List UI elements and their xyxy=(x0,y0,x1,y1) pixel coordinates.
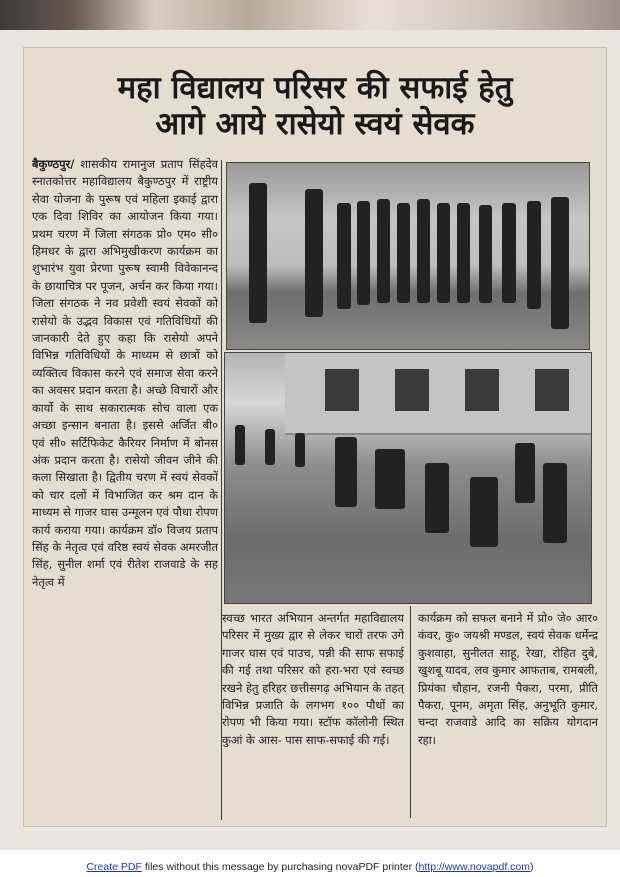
article-text-left: शासकीय रामानुज प्रताप सिंहदेव स्नातकोत्तर महाविद्यालय बैकुण्ठपुर में राष्ट्रीय सेवा योजना के पुरूष एवं महिला इकाई द्वारा एक दिवा शिविर का आयोजन किया गया। प्रथम चरण में जिला संगठक प्रो० एम० सी० हिमधर के द्वारा अभिमुखीकरण कार्यक्रम का शुभारंभ युवा प्रेरणा पुरूष स्वामी विवेकानन्द के छायाचित्र पर पूजन, अर्चन कर किया गया। जिला संगठक ने नव प्रवेशी स्वयं सेवकों को रासेयो के उद्भव विकास एवं गतिविधियों की जानकारी देते हुए कहा कि रासेयो अपने विभिन्न गतिविधियों के माध्यम से छात्रों को व्यक्तित्व विकास करने एवं समाज सेवा करने का अवसर प्रदान करता है। अच्छे विचारों और कार्यो के साथ सकारात्मक सोच वाला एक अच्छा इन्सान बनाता है। इससे अर्जित बी० एवं सी० सर्टिफिकेट कैरियर निर्माण में बोनस अंक प्रदान करता है। रासेयो जीवन जीने की कला सिखाता है। द्वितीय चरण में स्वयं सेवकों को चार दलों में विभाजित कर श्रम दान के माध्यम से गाजर घास उन्मूलन एवं पौधा रोपण कार्य कराया गया। कार्यक्रम डॉ० विजय प्रताप सिंह के नेतृत्व एवं वरिष्ठ स्वयं सेवक अमरजीत सिंह, सुनील शर्मा एवं रीतेश राजवाडे के सह नेतृत्व में xyxy=(32,157,218,589)
article-text-right: कार्यक्रम को सफल बनाने में प्रो० जे० आर० कंवर, कु० जयश्री मण्डल, स्वयं सेवक धर्मेन्द्र कुशवाहा, सुनीलत साहू, रेखा, रोहित दुबे, खुशबू यादव, लव कुमार आफताब, रामबली, प्रियंका चौहान, रजनी पैकरा, परमा, प्रीति पैकरा, पूनम, अमृता सिंह, अनुभूति कुमार, चन्दा राजवाडे आदि का सक्रिय योगदान रहा। xyxy=(418,611,598,747)
footer-text: files without this message by purchasing novaPDF printer ( xyxy=(141,861,419,873)
novapdf-link[interactable]: http://www.novapdf.com xyxy=(418,861,531,873)
headline-line-1: महा विद्यालय परिसर की सफाई हेतु xyxy=(117,70,513,106)
pdf-footer-notice xyxy=(0,858,620,877)
article-text-middle: स्वच्छ भारत अभियान अन्तर्गत महाविद्यालय परिसर में मुख्य द्वार से लेकर चारों तरफ उगे गाजर घास एवं पाउच, पन्नी की साफ सफाई की गई तथा परिसर को हरा-भरा एवं स्वच्छ रखने हेतु हरिहर छत्तीसगढ़ अभियान के तहत् विभिन्न प्रजाति के लगभग १०० पौधों का रोपण भी किया गया। स्टॉफ कॉलोनी स्थित कुआं के आस- पास साफ-सफाई की गई। xyxy=(222,611,404,747)
article-column-left xyxy=(32,156,218,826)
create-pdf-link[interactable]: Create PDF xyxy=(86,861,142,873)
headline xyxy=(30,70,600,142)
footer-text-end: ) xyxy=(530,861,534,873)
photo-volunteers-group xyxy=(226,162,590,350)
article-column-middle xyxy=(222,610,404,822)
photo-volunteers-cleaning xyxy=(224,352,592,604)
dateline: बैकुण्ठपुर/ xyxy=(32,157,75,171)
article-column-right xyxy=(418,610,598,822)
headline-line-2: आगे आये रासेयो स्वयं सेवक xyxy=(155,106,475,142)
column-divider xyxy=(410,606,411,818)
